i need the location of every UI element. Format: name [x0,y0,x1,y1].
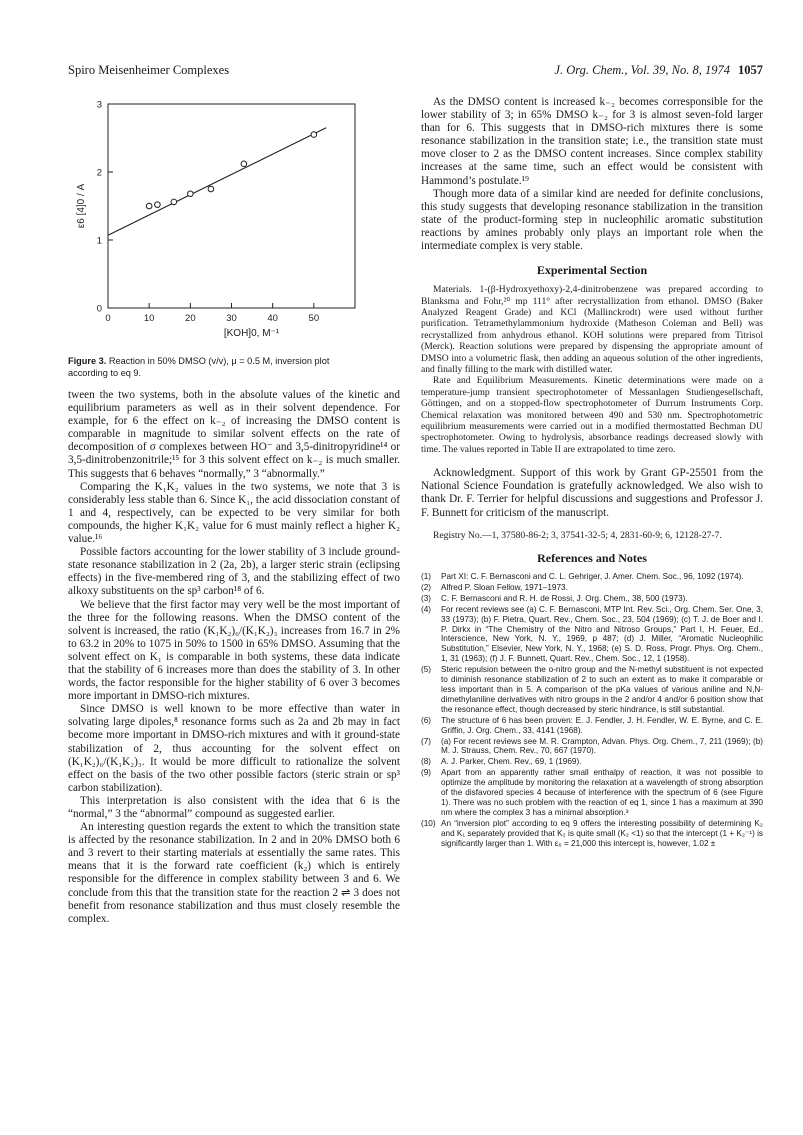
reference-text: (a) For recent reviews see M. R. Crampton, Advan. Phys. Org. Chem., 7, 211 (1969); (b) M. J. Strauss, Chem. Rev., 70, 667 (1970). [441,736,763,756]
reference-number: (4) [421,604,432,614]
reference-number: (2) [421,582,432,592]
reference-item [421,768,763,818]
x-tick-label: 50 [308,313,320,324]
left-column [68,96,400,926]
y-tick-label: 3 [96,99,102,111]
data-point [155,202,161,208]
reference-number: (6) [421,715,432,725]
page-header [68,63,763,83]
caption-label: Figure 3. [68,356,107,366]
reference-number: (5) [421,665,432,675]
reference-list [421,572,763,848]
reference-number: (3) [421,593,432,603]
left-paragraph: An interesting question regards the extent to which the transition state is affected by the resonance stabilization. In 2 and in 20% DMSO both 6 and 3 revert to their starting materials at essentially the same rates. This means that it is the forward rate coefficient (k₂) which is entirely responsible for the difference in complex stability between 3 and 6. We conclude from this that the transition state for the reaction 2 ⇌ 3 does not benefit from resonance stabilization and thus must closely resemble the complex. [68,821,400,925]
reference-item [421,665,763,715]
journal-citation [554,63,763,78]
plot-frame [108,104,355,308]
running-title: Spiro Meisenheimer Complexes [68,63,230,77]
reference-item [421,572,763,582]
left-paragraph: tween the two systems, both in the absolute values of the kinetic and equilibrium parameters as well as in their solvent dependence. For example, for 6 the effect on k₋₂ of increasing the DMSO content is comparable in magnitude to similar solvent effects on the rate of decomposition of σ complexes between HO⁻ and 3,5-dinitropyridine¹⁴ or 3,5-dinitrobenzonitrile;¹⁵ for 3 this solvent effect on k₋₂ is much smaller. This suggests that 6 behaves “normally,” 3 “abnormally.” [68,389,400,480]
left-paragraph: Comparing the K₁K₂ values in the two systems, we note that 3 is considerably less stable than 6. Since K₁, the acid dissociation constant of 1 and 4, respectively, can be expected to be very similar for both compounds, the higher K₁K₂ value for 6 must mainly reflect a higher K₂ value.¹⁶ [68,480,400,546]
acknowledgment: Acknowledgment. Support of this work by Grant GP-25501 from the National Science Foundation is gratefully acknowledged. We also wish to thank Dr. F. Terrier for helpful discussions and suggestions and Professor J. F. Bunnett for criticism of the manuscript. [421,467,763,519]
left-paragraph: Since DMSO is well known to be more effective than water in solvating large dipoles,⁸ resonance forms such as 2a and 2b may in fact become more important in DMSO-rich mixtures and with it ground-state stabilization of 2, thus accounting for the solvent effect on (K₁K₂)₆/(K₁K₂)₃. It would be more difficult to rationalize the solvent effect on the basis of the two other possible factors (steric strain or sp³ carbon stabilization). [68,703,400,794]
reference-text: Apart from an apparently rather small enthalpy of reaction, it was not possible to optimize the amplitude by monitoring the relaxation at a wavelength of strong absorption of the disfavored species 4 because of interference with the spectrum of 6 (see Figure 1). There was no such problem with the reaction of eq 1, since 1 has a maximum at 390 nm where the complex 3 has a minimal absorption.³ [441,768,763,817]
reference-item [421,594,763,604]
reference-text: The structure of 6 has been proven: E. J. Fendler, J. H. Fendler, W. E. Byrne, and C. E. Griffin, J. Org. Chem., 33, 4141 (1968). [441,715,763,735]
reference-item [421,757,763,767]
x-tick-label: 0 [105,313,111,324]
reference-number: (7) [421,736,432,746]
figure-caption [68,356,368,379]
right-paragraph: As the DMSO content is increased k₋₂ becomes corresponsible for the lower stability of 3; in 65% DMSO k₋₂ for 3 is almost seven-fold larger than for 6. This suggests that in DMSO-rich mixtures there is some resonance stabilization in the transition state; i.e., the transition state must move closer to 2 as the DMSO content increases. Since complex stability increases at the same time, such an effect would be consistent with Hammond’s postulate.¹⁹ [421,96,763,187]
journal-name: J. Org. Chem., Vol. 39, No. 8, 1974 [554,63,730,77]
experimental-heading: Experimental Section [536,263,648,278]
right-column [421,96,763,849]
reference-text: Part XI: C. F. Bernasconi and C. L. Gehriger, J. Amer. Chem. Soc., 96, 1092 (1974). [441,572,744,581]
reference-text: C. F. Bernasconi and R. H. de Rossi, J. Org. Chem., 38, 500 (1973). [441,593,688,603]
data-point [146,203,152,209]
reference-text: For recent reviews see (a) C. F. Bernasconi, MTP Int. Rev. Sci., Org. Chem. Ser. One, 3, 33 (1973); (b) F. Pietra, Quart. Rev., Chem. Soc., 23, 504 (1969); (c) T. J. de Boer and I. P. Dirkx in “The Chemistry of the Nitro and Nitroso Groups,” Part I, H. Feuer, Ed., Interscience, New York, N. Y., 1969, p 487; (d) J. Miller, “Aromatic Nucleophilic Substitution,” Elsevier, New York, N. Y., 1968; (e) S. D. Ross, Progr. Phys. Org. Chem., 1, 31 (1963); (f) J. F. Bunnett, Quart. Rev., Chem. Soc., 12, 1 (1958). [441,604,763,664]
y-tick-label: 2 [96,167,102,179]
measurements-paragraph: Rate and Equilibrium Measurements. Kinetic determinations were made on a temperature-jump transient spectrophotometer of Messanlagen Studiengesellschaft, Göttingen, and on a stopped-flow spectrophotometer of Durrum Instruments Corp. Chemical relaxation was monitored between 490 and 530 nm. Spectrophotometric equilibrium measurements were carried out in a modified thermostatted Bechman DU spectrophotometer. Owing to hydrolysis, absorbance readings decreased slowly with time. The values reported in Table II are extrapolated to time zero. [421,375,763,455]
reference-text: Alfred P. Sloan Fellow, 1971–1973. [441,582,568,592]
left-paragraph: This interpretation is also consistent with the idea that 6 is the “normal,” 3 the “abnormal” compound as suggested earlier. [68,794,400,820]
x-tick-label: 40 [267,313,278,324]
reference-number: (8) [421,757,432,767]
y-tick-label: 1 [96,235,102,247]
reference-text: A. J. Parker, Chem. Rev., 69, 1 (1969). [441,757,582,767]
data-point [241,161,247,167]
x-tick-label: 30 [226,313,237,324]
x-axis-label: [KOH]0, M⁻¹ [223,328,280,339]
data-point [208,186,214,192]
caption-text: Reaction in 50% DMSO (v/v), μ = 0.5 M, inversion plot according to eq 9. [68,356,330,378]
data-point [188,191,194,197]
reference-number: (1) [421,572,432,581]
reference-item [421,716,763,736]
left-paragraph: Possible factors accounting for the lower stability of 3 include ground-state resonance stabilization in 2 (2a, 2b), a larger steric strain (eclipsing effects) in the five-membered ring of 3, and the stabilizing effect of two alkoxy substituents on the sp³ carbon¹⁸ of 6. [68,546,400,598]
data-point [171,199,177,205]
reference-item [421,737,763,757]
x-tick-label: 20 [185,313,196,324]
x-tick-label: 10 [143,313,155,324]
reference-text: An “inversion plot” according to eq 9 offers the interesting possibility of determining K₂ and K₁ separately provided that K₂ is quite small (K₂ <1) so that the intercept (1 + K₂⁻¹) is significantly larger than 1. With ε₆ = 21,000 this intercept is, however, 1.02 ± [441,818,763,848]
references-heading: References and Notes [537,551,647,565]
page-number: 1057 [738,63,763,77]
reference-item [421,605,763,664]
reference-item [421,583,763,593]
left-paragraph: We believe that the first factor may very well be the most important of the three for the following reasons. When the DMSO content of the solvent is increased, the ratio (K₁K₂)₆/(K₁K₂)₃ increases from 16.7 in 2% to 63.2 in 20% to 1075 in 50% to 1500 in 65% DMSO. Assuming that the solvent effect on K₁ is comparable in both systems, these data indicate that the stability of 6 increases more than does the stability of 3. In other words, the factor responsible for the higher stability of 6 over 3 becomes more important in DMSO-rich mixtures. [68,598,400,703]
reference-number: (9) [421,768,432,778]
fit-line [108,128,326,235]
right-paragraph: Though more data of a similar kind are needed for definite conclusions, this study suggests that developing resonance stabilization in the transition state of the product-forming step in nucleophilic aromatic substitution reactions by amines probably only plays an important role when the intermediate complex is very stable. [421,187,763,253]
reference-text: Steric repulsion between the o-nitro group and the N-methyl substituent is not expected to diminish resonance stabilization of 2 to such an extent as to make it comparable or less important than in 5. A comparison of the pKa values of various aniline and N,N-dimethylaniline derivatives with nitro groups in the 2 and/or 4 and/or 6 position show that the resonance effect, though decreased by steric hindrance, is still substantial. [441,665,763,714]
y-axis-label: ε6 [4]0 / A [76,183,87,229]
reference-number: (10) [421,818,436,828]
y-tick-label: 0 [96,303,102,315]
reference-item [421,819,763,849]
data-point [311,132,317,138]
materials-paragraph: Materials. 1-(β-Hydroxyethoxy)-2,4-dinitrobenzene was prepared according to Blanksma and Fohr,²⁰ mp 111° after recrystallization from ethanol. DMSO (Baker Analyzed Reagent Grade) and KCl (Mallinckrodt) were used without further purification. Tetramethylammonium hydroxide (Matheson Coleman and Bell) was recrystallized from anhydrous ethanol. KOH solutions were prepared from Titrisol (Merck). Reaction solutions were prepared by dispensing the appropriate amount of DMSO into a volumetric flask, then adding an aqueous solution of the other ingredients, and finally filling to the mark with distilled water. [421,284,763,375]
figure-3 [68,96,368,354]
inversion-plot [68,96,368,354]
registry-numbers: Registry No.—1, 37580-86-2; 3, 37541-32-5; 4, 2831-60-9; 6, 12128-27-7. [433,529,722,541]
